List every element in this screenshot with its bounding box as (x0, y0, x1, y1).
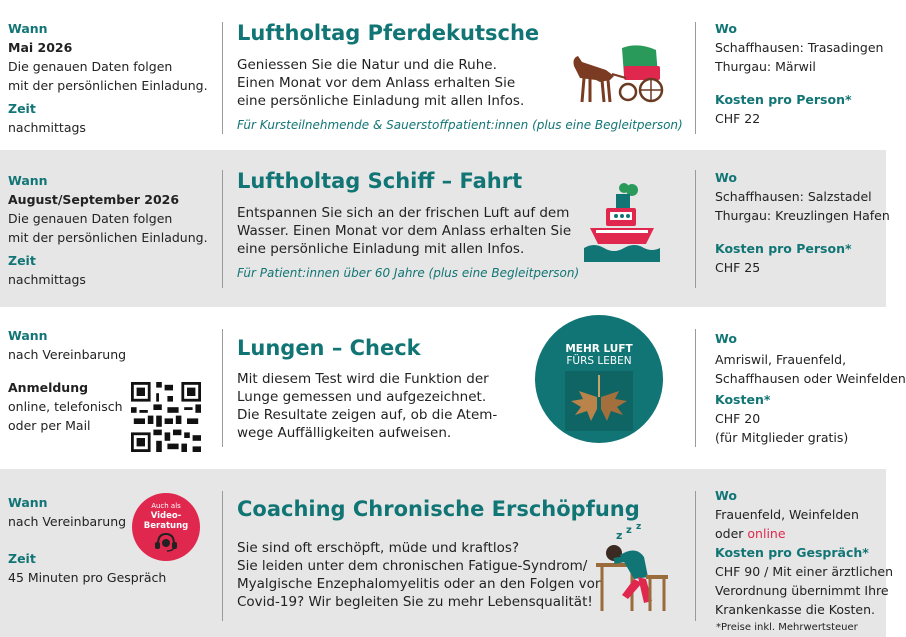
svg-text:z: z (636, 522, 642, 532)
tired-person-icon (592, 521, 674, 615)
event-note: Für Kursteilnehmende & Sauerstoffpatient:innen (plus eine Begleitperson) (237, 118, 683, 132)
when-label: Wann (8, 328, 48, 343)
desc-line: Die Resultate zeigen auf, ob die Atem- (237, 407, 498, 423)
event-note: Für Patient:innen über 60 Jahre (plus eine Begleitperson) (237, 266, 580, 280)
desc-line: Myalgische Enzephalomyelitis oder an den Folgen von (237, 576, 604, 592)
where-line: Schaffhausen: Trasadingen (715, 40, 884, 55)
divider (222, 329, 223, 447)
lung-leaves-icon (565, 371, 633, 431)
desc-line: Covid-19? Wir begleiten Sie zu mehr Lebensqualität! (237, 594, 593, 610)
video-consultation-badge[interactable] (132, 493, 200, 561)
where-label: Wo (715, 331, 737, 346)
qr-code-icon[interactable] (131, 382, 201, 452)
event-row-lung-check (0, 307, 906, 469)
time-label: Zeit (8, 253, 36, 268)
where-block (715, 486, 893, 619)
cost-value: CHF 25 (715, 260, 761, 275)
divider (695, 329, 696, 447)
where-block (715, 329, 906, 447)
time-value: nachmittags (8, 120, 86, 135)
when-label: Wann (8, 21, 48, 36)
cost-label: Kosten pro Person* (715, 241, 852, 256)
divider (695, 170, 696, 288)
when-note: mit der persönlichen Einladung. (8, 78, 208, 93)
desc-line: Einen Monat vor dem Anlass erhalten Sie (237, 75, 516, 91)
where-line: Schaffhausen: Salzstadel (715, 189, 872, 204)
event-row-ship (0, 150, 890, 307)
where-label: Wo (715, 170, 737, 185)
registration-line: oder per Mail (8, 418, 91, 433)
cost-line: Verordnung übernimmt Ihre (715, 583, 889, 598)
badge-line: FÜRS LEBEN (566, 355, 632, 367)
price-footnote: *Preise inkl. Mehrwertsteuer (716, 622, 858, 633)
event-row-coaching (0, 469, 893, 637)
horse-carriage-icon (566, 44, 666, 106)
svg-text:z: z (626, 525, 632, 536)
when-note: mit der persönlichen Einladung. (8, 230, 208, 245)
divider (695, 22, 696, 134)
desc-line: Sie sind oft erschöpft, müde und kraftlos? (237, 540, 520, 556)
ship-icon (582, 182, 662, 264)
event-title: Luftholtag Schiff – Fahrt (237, 169, 523, 193)
time-value: nachmittags (8, 272, 86, 287)
divider (695, 491, 696, 621)
where-block (715, 19, 883, 128)
where-label: Wo (715, 21, 737, 36)
desc-line: Mit diesem Test wird die Funktion der (237, 371, 489, 387)
event-title: Luftholtag Pferdekutsche (237, 21, 540, 45)
where-line: Schaffhausen oder Weinfelden (715, 371, 906, 386)
when-value: nach Vereinbarung (8, 514, 127, 529)
when-label: Wann (8, 495, 48, 510)
event-title: Coaching Chronische Erschöpfung (237, 497, 640, 521)
event-description (237, 539, 603, 611)
where-line: Thurgau: Märwil (715, 59, 816, 74)
desc-line: Sie leiden unter dem chronischen Fatigue-Syndrom/ (237, 558, 588, 574)
badge-line: Beratung (143, 521, 189, 531)
where-or: oder (715, 526, 744, 541)
where-label: Wo (715, 488, 737, 503)
desc-line: Wasser. Einen Monat vor dem Anlass erhalten Sie (237, 223, 572, 239)
where-line: Frauenfeld, Weinfelden (715, 507, 859, 522)
when-value: August/September 2026 (8, 192, 180, 207)
desc-line: Geniessen Sie die Natur und die Ruhe. (237, 57, 497, 73)
where-line: Amriswil, Frauenfeld, (715, 352, 847, 367)
cost-note: (für Mitglieder gratis) (715, 430, 849, 445)
where-line (715, 524, 893, 543)
event-title: Lungen – Check (237, 336, 421, 360)
badge-line: MEHR LUFT (565, 343, 633, 355)
desc-line: wege Auffälligkeiten aufweisen. (237, 425, 452, 441)
cost-label: Kosten* (715, 392, 771, 407)
event-description (237, 204, 571, 258)
cost-value: CHF 22 (715, 111, 761, 126)
event-row-carriage (0, 0, 886, 150)
cost-label: Kosten pro Person* (715, 92, 852, 107)
when-value: Mai 2026 (8, 40, 73, 55)
where-block (715, 168, 890, 277)
time-label: Zeit (8, 551, 36, 566)
when-value: nach Vereinbarung (8, 347, 127, 362)
headset-icon (153, 532, 179, 552)
where-line: Thurgau: Kreuzlingen Hafen (715, 208, 890, 223)
cost-label: Kosten pro Gespräch* (715, 545, 869, 560)
desc-line: Lunge gemessen und aufgezeichnet. (237, 389, 487, 405)
divider (222, 491, 223, 621)
when-note: Die genauen Daten folgen (8, 59, 173, 74)
badge-line: Video- (150, 511, 182, 521)
cost-line: CHF 90 / Mit einer ärztlichen (715, 564, 893, 579)
when-note: Die genauen Daten folgen (8, 211, 173, 226)
registration-line: online, telefonisch (8, 399, 123, 414)
time-value: 45 Minuten pro Gespräch (8, 570, 167, 585)
divider (222, 170, 223, 288)
event-description (237, 370, 497, 442)
desc-line: eine persönliche Einladung mit allen Infos. (237, 241, 525, 257)
event-description (237, 56, 524, 110)
when-label: Wann (8, 173, 48, 188)
cost-line: Krankenkasse die Kosten. (715, 602, 875, 617)
badge-text (535, 343, 663, 367)
online-link[interactable]: online (747, 526, 786, 541)
cost-value: CHF 20 (715, 411, 761, 426)
desc-line: eine persönliche Einladung mit allen Infos. (237, 93, 525, 109)
desc-line: Entspannen Sie sich an der frischen Luft auf dem (237, 205, 570, 221)
divider (222, 22, 223, 134)
mehr-luft-badge (535, 315, 663, 443)
when-block (8, 171, 208, 289)
when-block (8, 19, 208, 137)
badge-line: Auch als (151, 502, 181, 510)
when-block (8, 326, 126, 435)
time-label: Zeit (8, 101, 36, 116)
svg-text:z: z (616, 529, 623, 542)
registration-label: Anmeldung (8, 380, 89, 395)
